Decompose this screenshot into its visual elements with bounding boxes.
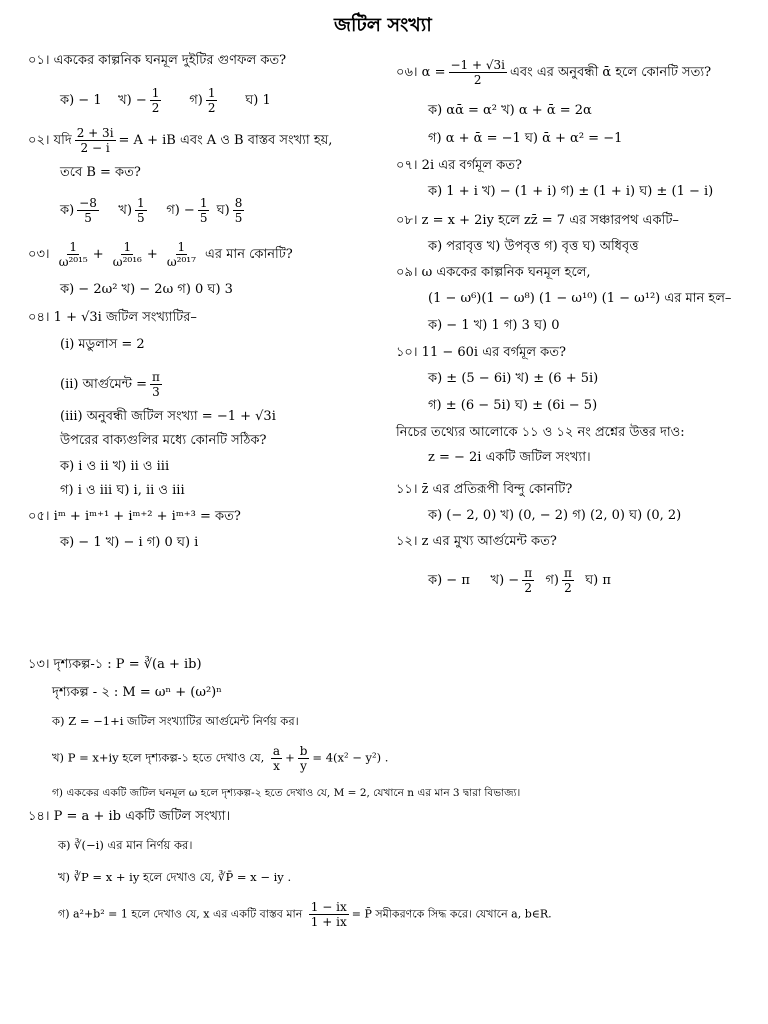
q2-option-a: ক) $\frac{-8}{5}$ bbox=[60, 196, 97, 225]
q4-statement-iii: (iii) অনুবন্ধী জটিল সংখ্যা = −1 + √3i bbox=[60, 409, 276, 424]
q9-options: ক) − 1 খ) 1 গ) 3 ঘ) 0 bbox=[428, 318, 560, 333]
q12-option-c: গ) $\frac{\pi}{2}$ bbox=[545, 566, 572, 595]
q14-part-kha: খ) ∛P = x + iy হলে দেখাও যে, ∛P̄ = x − iy . bbox=[58, 870, 292, 884]
q8-options: ক) পরাবৃত্ত খ) উপবৃত্ত গ) বৃত্ত ঘ) অধিবৃত্ত bbox=[428, 239, 639, 254]
q5-stem: ০৫। iᵐ + iᵐ⁺¹ + iᵐ⁺² + iᵐ⁺³ = কত? bbox=[28, 509, 241, 524]
q13-scenario-1: ১৩। দৃশ্যকল্প-১ : P = ∛(a + ib) bbox=[28, 657, 202, 672]
q7-options: ক) 1 + i খ) − (1 + i) গ) ± (1 + i) ঘ) ± (1 − i) bbox=[428, 184, 714, 199]
q5-options: ক) − 1 খ) − i গ) 0 ঘ) i bbox=[60, 535, 199, 550]
q13-part-ka: ক) Z = −1+i জটিল সংখ্যাটির আর্গুমেন্ট নির্ণয় কর। bbox=[52, 714, 299, 728]
q10-options-row2: গ) ± (6 − 5i) ঘ) ± (6i − 5) bbox=[428, 398, 598, 413]
q9-stem: ০৯। ω এককের কাল্পনিক ঘনমূল হলে, bbox=[396, 265, 591, 280]
q10-options-row1: ক) ± (5 − 6i) খ) ± (6 + 5i) bbox=[428, 371, 599, 386]
q11-stem: ১১। z̄ এর প্রতিরূপী বিন্দু কোনটি? bbox=[396, 482, 573, 497]
q3-options: ক) − 2ω² খ) − 2ω গ) 0 ঘ) 3 bbox=[60, 282, 233, 297]
q2-option-c: গ) − $\frac{1}{5}$ bbox=[166, 196, 208, 225]
info-heading: নিচের তথ্যের আলোকে ১১ ও ১২ নং প্রশ্নের উত্তর দাও: bbox=[396, 425, 685, 440]
q1-stem: ০১। এককের কাল্পনিক ঘনমূল দুইটির গুণফল কত? bbox=[28, 53, 287, 68]
q12-option-d: ঘ) π bbox=[585, 573, 611, 588]
q13-scenario-2: দৃশ্যকল্প - ২ : M = ωⁿ + (ω²)ⁿ bbox=[52, 685, 222, 700]
q13-part-kha: খ) P = x+iy হলে দৃশ্যকল্প-১ হতে দেখাও যে, $\frac{a}{x}$ + $\frac{b}{y}$ = 4(x² − y²) . bbox=[52, 744, 389, 773]
q4-question: উপরের বাক্যগুলির মধ্যে কোনটি সঠিক? bbox=[60, 433, 267, 448]
q2-option-b: খ) $\frac{1}{5}$ bbox=[118, 196, 145, 225]
q1-options bbox=[60, 86, 271, 115]
q11-options: ক) (− 2, 0) খ) (0, − 2) গ) (2, 0) ঘ) (0, 2) bbox=[428, 508, 682, 523]
q2-option-d: ঘ) $\frac{8}{5}$ bbox=[216, 196, 243, 225]
q12-stem: ১২। z এর মুখ্য আর্গুমেন্ট কত? bbox=[396, 534, 557, 549]
q12-options bbox=[428, 566, 611, 595]
page-title: জটিল সংখ্যা bbox=[334, 14, 432, 36]
q8-stem: ০৮। z = x + 2iy হলে zz̄ = 7 এর সঞ্চারপথ একটি– bbox=[396, 213, 679, 228]
q1-option-b: খ) − $\frac{1}{2}$ bbox=[118, 86, 160, 115]
q4-options-row2: গ) i ও iii ঘ) i, ii ও iii bbox=[60, 483, 185, 498]
q4-statement-ii: (ii) আর্গুমেন্ট = $\frac{\pi}{3}$ bbox=[60, 370, 160, 399]
q3-stem: ০৩। $\frac{1}{\text{ω²⁰¹⁵}}$ + $\frac{1}{\text{ω²⁰¹⁶}}$ + $\frac{1}{\text{ω²⁰¹⁷}}$ এর মান কোনটি? bbox=[28, 240, 293, 269]
q14-part-ka: ক) ∛(−i) এর মান নির্ণয় কর। bbox=[58, 838, 193, 852]
q4-options-row1: ক) i ও ii খ) ii ও iii bbox=[60, 459, 170, 474]
q1-option-a: ক) − 1 bbox=[60, 93, 102, 108]
q1-option-c: গ) $\frac{1}{2}$ bbox=[189, 86, 216, 115]
q2-line2: তবে B = কত? bbox=[60, 165, 141, 180]
q4-stem: ০৪। 1 + √3i জটিল সংখ্যাটির– bbox=[28, 310, 197, 325]
q12-option-a: ক) − π bbox=[428, 573, 470, 588]
q9-expression: (1 − ω⁶)(1 − ω⁸) (1 − ω¹⁰) (1 − ω¹²) এর মান হল– bbox=[428, 291, 732, 306]
q6-options-row2: গ) α + ᾱ = −1 ঘ) ᾱ + α² = −1 bbox=[428, 131, 623, 146]
q14-stem: ১৪। P = a + ib একটি জটিল সংখ্যা। bbox=[28, 809, 231, 824]
q2-options bbox=[60, 196, 247, 225]
q6-options-row1: ক) αᾱ = α² খ) α + ᾱ = 2α bbox=[428, 103, 592, 118]
q10-stem: ১০। 11 − 60i এর বর্গমূল কত? bbox=[396, 345, 566, 360]
q12-option-b: খ) − $\frac{\pi}{2}$ bbox=[490, 566, 533, 595]
q1-option-d: ঘ) 1 bbox=[245, 93, 271, 108]
q2-fraction: $\frac{2 + 3i}{2 - i}$ bbox=[76, 126, 114, 155]
q2-stem: ০২। যদি $\frac{2 + 3i}{2 - i}$ = A + iB এবং A ও B বাস্তব সংখ্যা হয়, bbox=[28, 126, 333, 155]
q6-stem: ০৬। α = $\frac{-1 + √3i}{2}$ এবং এর অনুবন্ধী ᾱ হলে কোনটি সত্য? bbox=[396, 58, 712, 87]
q4-statement-i: (i) মডুলাস = 2 bbox=[60, 337, 145, 352]
q14-part-ga: গ) a²+b² = 1 হলে দেখাও যে, x এর একটি বাস্তব মান $\frac{1 - ix}{1 + ix}$ = P̄ সমীকরণকে সিদ্ধ করে। যেখানে a, b∈R. bbox=[58, 900, 552, 929]
q13-part-ga: গ) এককের একটি জটিল ঘনমূল ω হলে দৃশ্যকল্প-২ হতে দেখাও যে, M = 2, যেখানে n এর মান 3 দ্বারা বিভাজ্য। bbox=[52, 787, 521, 799]
info-equation: z = − 2i একটি জটিল সংখ্যা। bbox=[428, 450, 591, 465]
q7-stem: ০৭। 2i এর বর্গমূল কত? bbox=[396, 158, 523, 173]
